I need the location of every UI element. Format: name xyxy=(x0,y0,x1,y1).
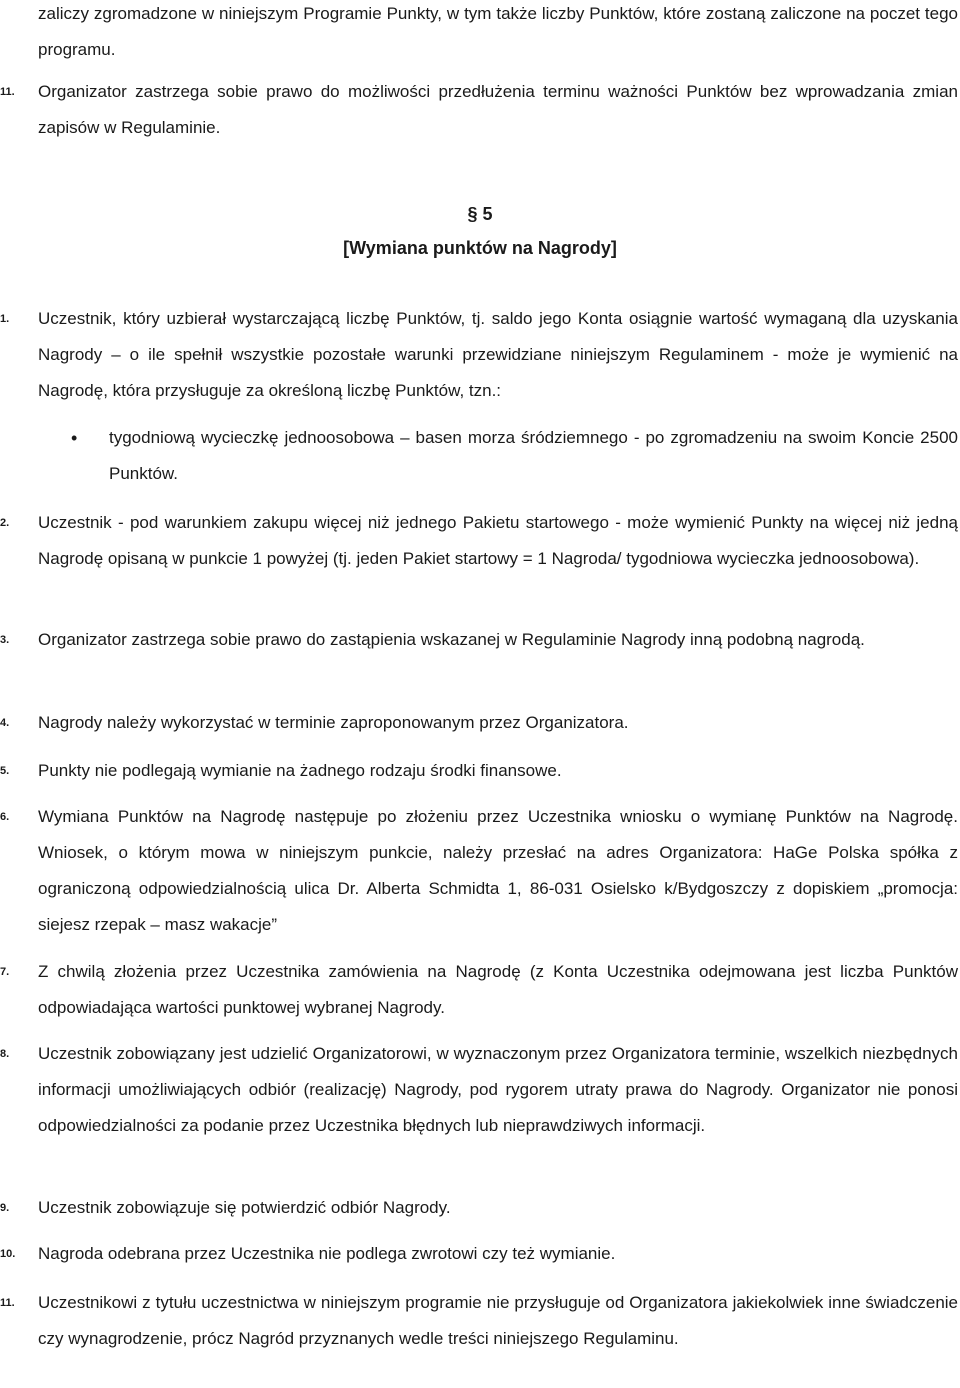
list-number: 2. xyxy=(0,517,10,529)
list-item-previous-11 xyxy=(0,74,958,146)
intro-paragraph: zaliczy zgromadzone w niniejszym Programie Punkty, w tym także liczby Punktów, które zostaną zaliczone na poczet tego programu. xyxy=(38,4,958,59)
list-item-9 xyxy=(0,1190,958,1226)
list-text: Nagrody należy wykorzystać w terminie zaproponowanym przez Organizatora. xyxy=(38,713,629,732)
list-text: Z chwilą złożenia przez Uczestnika zamówienia na Nagrodę (z Konta Uczestnika odejmowana jest liczba Punktów odpowiadająca wartości punktowej wybranej Nagrody. xyxy=(38,962,958,1017)
list-item-10 xyxy=(0,1236,958,1272)
list-number: 4. xyxy=(0,717,10,729)
list-text: Uczestnikowi z tytułu uczestnictwa w niniejszym programie nie przysługuje od Organizatora jakiekolwiek inne świadczenie czy wynagrodzenie, prócz Nagród przyznanych wedle treści niniejszego Regulaminu. xyxy=(38,1293,958,1348)
bullet-icon: • xyxy=(71,428,78,448)
list-number: 1. xyxy=(0,313,10,325)
list-text: Uczestnik zobowiązuje się potwierdzić odbiór Nagrody. xyxy=(38,1198,451,1217)
section-title: [Wymiana punktów na Nagrody] xyxy=(343,238,617,258)
list-number: 3. xyxy=(0,634,10,646)
list-item-5 xyxy=(0,753,958,789)
list-text: Uczestnik - pod warunkiem zakupu więcej niż jednego Pakietu startowego - może wymienić Punkty na więcej niż jedną Nagrodę opisaną w punkcie 1 powyżej (tj. jeden Pakiet startowy = 1 Nagroda/ tygodniowa wycieczka jednoosobowa). xyxy=(38,513,958,568)
list-number: 6. xyxy=(0,811,10,823)
list-item-11 xyxy=(0,1285,958,1357)
bullet-text: tygodniową wycieczkę jednoosobowa – basen morza śródziemnego - po zgromadzeniu na swoim Koncie 2500 Punktów. xyxy=(109,428,958,483)
list-text: Organizator zastrzega sobie prawo do możliwości przedłużenia terminu ważności Punktów bez wprowadzania zmian zapisów w Regulaminie. xyxy=(38,82,958,137)
list-number: 9. xyxy=(0,1202,10,1214)
section-number: § 5 xyxy=(467,204,493,224)
list-item-4 xyxy=(0,705,958,741)
list-number: 11. xyxy=(0,1297,15,1309)
list-number: 11. xyxy=(0,86,15,98)
list-item-2 xyxy=(0,505,958,577)
list-text: Uczestnik zobowiązany jest udzielić Organizatorowi, w wyznaczonym przez Organizatora terminie, wszelkich niezbędnych informacji umożliwiających odbiór (realizację) Nagrody, pod rygorem utraty prawa do Nagrody. Organizator nie ponosi odpowiedzialności za podanie przez Uczestnika błędnych lub nieprawdziwych informacji. xyxy=(38,1044,958,1135)
list-text: Wymiana Punktów na Nagrodę następuje po złożeniu przez Uczestnika wniosku o wymianę Punktów na Nagrodę. Wniosek, o którym mowa w niniejszym punkcie, należy przesłać na adres Organizatora: HaGe Polska spółka z ograniczoną odpowiedzialnością ulica Dr. Alberta Schmidta 1, 86-031 Osielsko k/Bydgoszczy z dopiskiem „promocja: siejesz rzepak – masz wakacje” xyxy=(38,807,958,934)
list-text: Punkty nie podlegają wymianie na żadnego rodzaju środki finansowe. xyxy=(38,761,562,780)
list-item-6 xyxy=(0,799,958,943)
list-number: 7. xyxy=(0,966,10,978)
list-text: Nagroda odebrana przez Uczestnika nie podlega zwrotowi czy też wymianie. xyxy=(38,1244,616,1263)
list-number: 5. xyxy=(0,765,10,777)
list-text: Uczestnik, który uzbierał wystarczającą liczbę Punktów, tj. saldo jego Konta osiągnie wartość wymaganą dla uzyskania Nagrody – o ile spełnił wszystkie pozostałe warunki przewidziane niniejszym Regulaminem - może je wymienić na Nagrodę, która przysługuje za określoną liczbę Punktów, tzn.: xyxy=(38,309,958,400)
list-text: Organizator zastrzega sobie prawo do zastąpienia wskazanej w Regulaminie Nagrody inną podobną nagrodą. xyxy=(38,630,865,649)
list-item-8 xyxy=(0,1036,958,1144)
list-number: 10. xyxy=(0,1248,16,1260)
list-item-1 xyxy=(0,301,958,409)
bullet-item-reward xyxy=(0,420,958,492)
list-number: 8. xyxy=(0,1048,10,1060)
list-item-7 xyxy=(0,954,958,1026)
list-item-3 xyxy=(0,622,958,658)
